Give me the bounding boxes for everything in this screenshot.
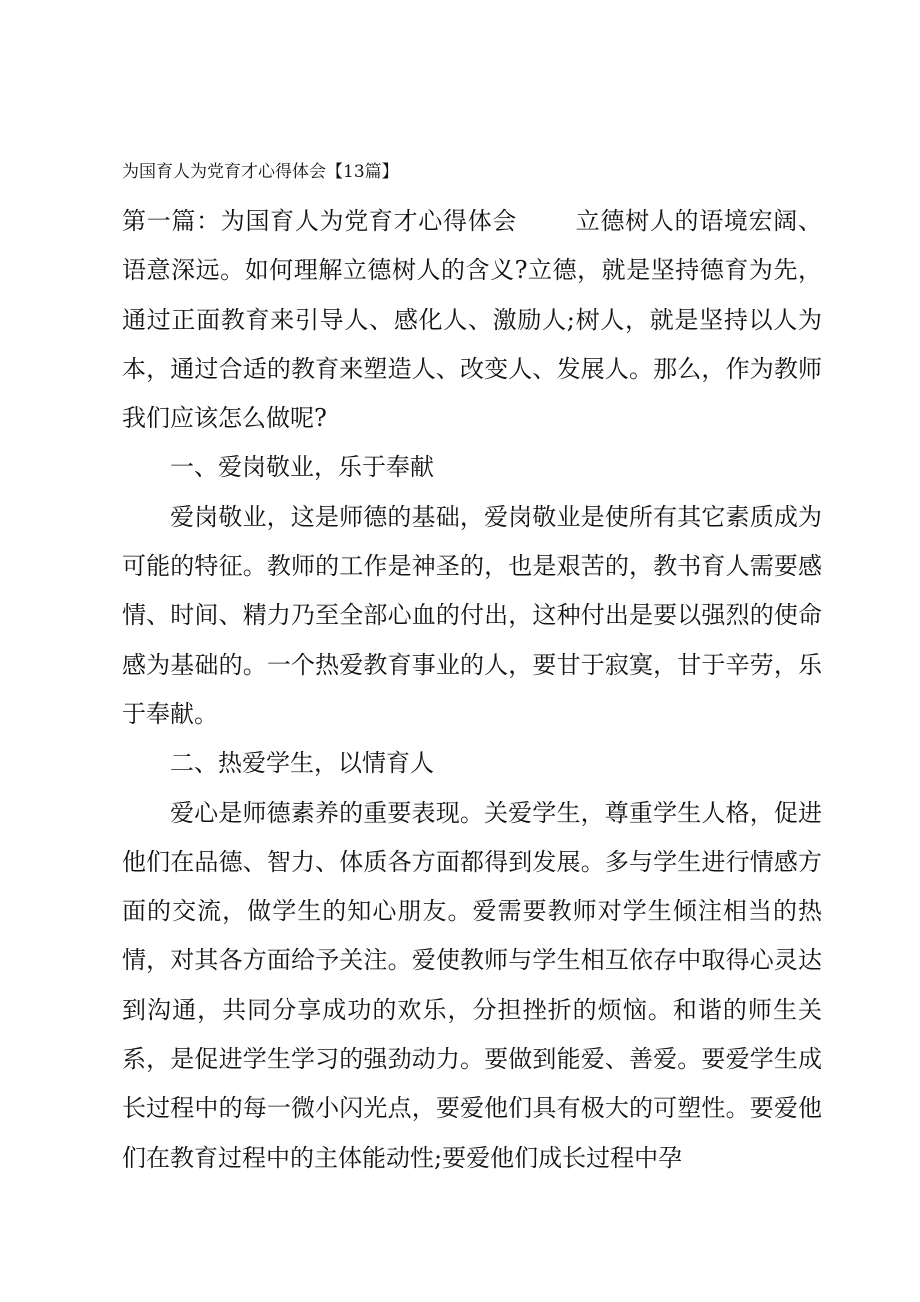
- section-heading-1: 一、爱岗敬业，乐于奉献: [170, 453, 434, 482]
- first-heading: 第一篇：为国育人为党育才心得体会: [122, 207, 518, 235]
- document-body: [122, 197, 822, 1183]
- section-heading-2: 二、热爱学生，以情育人: [170, 749, 434, 778]
- paragraph-1: 爱岗敬业，这是师德的基础，爱岗敬业是使所有其它素质成为可能的特征。教师的工作是神圣的，也是艰苦的，教书育人需要感情、时间、精力乃至全部心血的付出，这种付出是要以强烈的使命感为基础的。一个热爱教育事业的人，要甘于寂寞，甘于辛劳，乐于奉献。: [122, 502, 822, 728]
- intro-paragraph: [122, 197, 822, 443]
- paragraph-2: 爱心是师德素养的重要表现。关爱学生，尊重学生人格，促进他们在品德、智力、体质各方面都得到发展。多与学生进行情感方面的交流，做学生的知心朋友。爱需要教师对学生倾注相当的热情，对其各方面给予关注。爱使教师与学生相互依存中取得心灵达到沟通，共同分享成功的欢乐，分担挫折的烦恼。和谐的师生关系，是促进学生学习的强劲动力。要做到能爱、善爱。要爱学生成长过程中的每一微小闪光点，要爱他们具有极大的可塑性。要爱他们在教育过程中的主体能动性;要爱他们成长过程中孕: [122, 798, 822, 1172]
- intro-text: 立德树人的语境宏阔、语意深远。如何理解立德树人的含义?立德，就是坚持德育为先，通过正面教育来引导人、感化人、激励人;树人，就是坚持以人为本，通过合适的教育来塑造人、改变人、发展人。那么，作为教师我们应该怎么做呢?: [122, 207, 823, 433]
- document-title: 为国育人为党育才心得体会【13篇】: [122, 162, 399, 182]
